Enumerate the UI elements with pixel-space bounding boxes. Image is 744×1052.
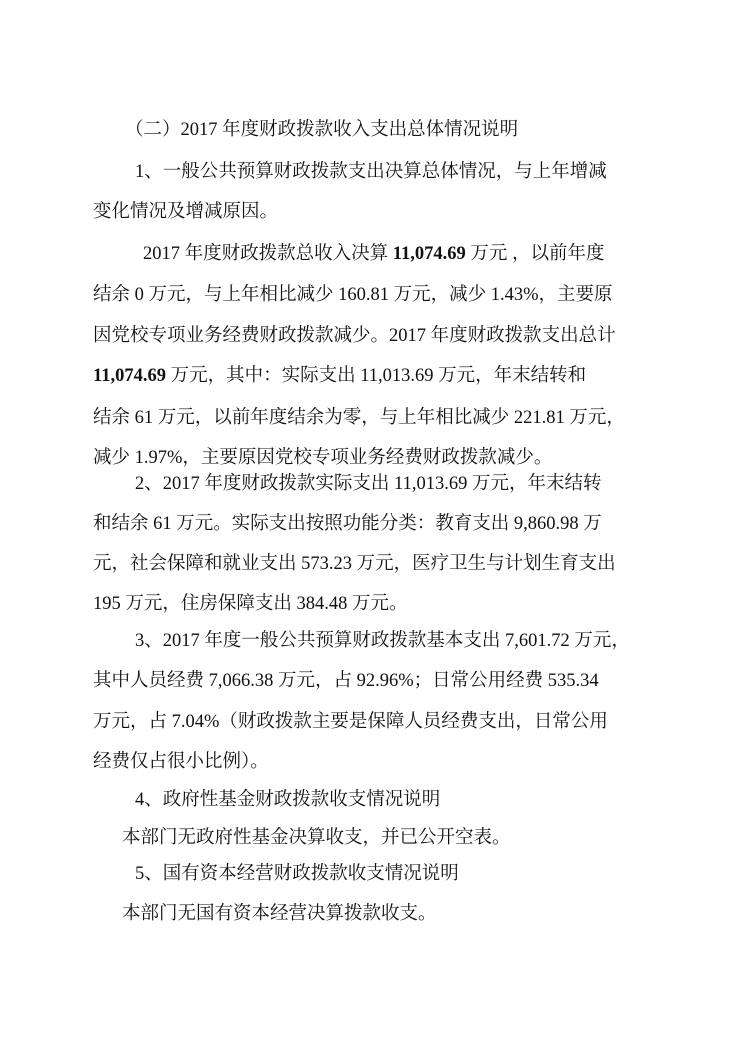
paragraph-line: 结余 61 万元，以前年度结余为零，与上年相比减少 221.81 万元， [93,408,625,428]
section-title: （二）2017 年度财政拨款收入支出总体情况说明 [125,120,519,140]
paragraph-line: 3、2017 年度一般公共预算财政拨款基本支出 7,601.72 万元， [135,631,630,651]
paragraph-line: 和结余 61 万元。实际支出按照功能分类：教育支出 9,860.98 万 [93,514,602,534]
paragraph-line: 减少 1.97%，主要原因党校专项业务经费财政拨款减少。 [93,448,553,468]
paragraph-line: 万元，占 7.04%（财政拨款主要是保障人员经费支出，日常公用 [93,712,608,732]
text: 2017 年度财政拨款总收入决算 [143,244,393,264]
paragraph-line: 1、一般公共预算财政拨款支出决算总体情况，与上年增减 [135,162,607,182]
paragraph-line [93,364,586,388]
paragraph-line: 结余 0 万元，与上年相比减少 160.81 万元，减少 1.43%，主要原 [93,285,613,305]
paragraph-line [143,242,605,266]
subsection-heading: 5、国有资本经营财政拨款收支情况说明 [135,864,459,884]
paragraph-line: 本部门无政府性基金决算收支，并已公开空表。 [122,828,511,848]
subsection-heading: 4、政府性基金财政拨款收支情况说明 [135,790,441,810]
bold-amount: 11,074.69 [392,244,466,264]
paragraph-line: 2、2017 年度财政拨款实际支出 11,013.69 万元，年末结转 [135,474,602,494]
bold-amount: 11,074.69 [93,366,166,386]
paragraph-line: 经费仅占很小比例）。 [93,752,269,772]
paragraph-line: 变化情况及增减原因。 [93,202,279,222]
paragraph-line: 195 万元，住房保障支出 384.48 万元。 [93,594,408,614]
paragraph-line: 其中人员经费 7,066.38 万元，占 92.96%；日常公用经费 535.34 [93,671,599,691]
text: 万元 ，以前年度 [465,244,605,264]
paragraph-line: 因党校专项业务经费财政拨款减少。2017 年度财政拨款支出总计 [93,326,616,346]
paragraph-line: 元，社会保障和就业支出 573.23 万元，医疗卫生与计划生育支出 [93,554,616,574]
text: 万元，其中：实际支出 11,013.69 万元，年末结转和 [165,366,587,386]
paragraph-line: 本部门无国有资本经营决算拨款收支。 [122,904,437,924]
